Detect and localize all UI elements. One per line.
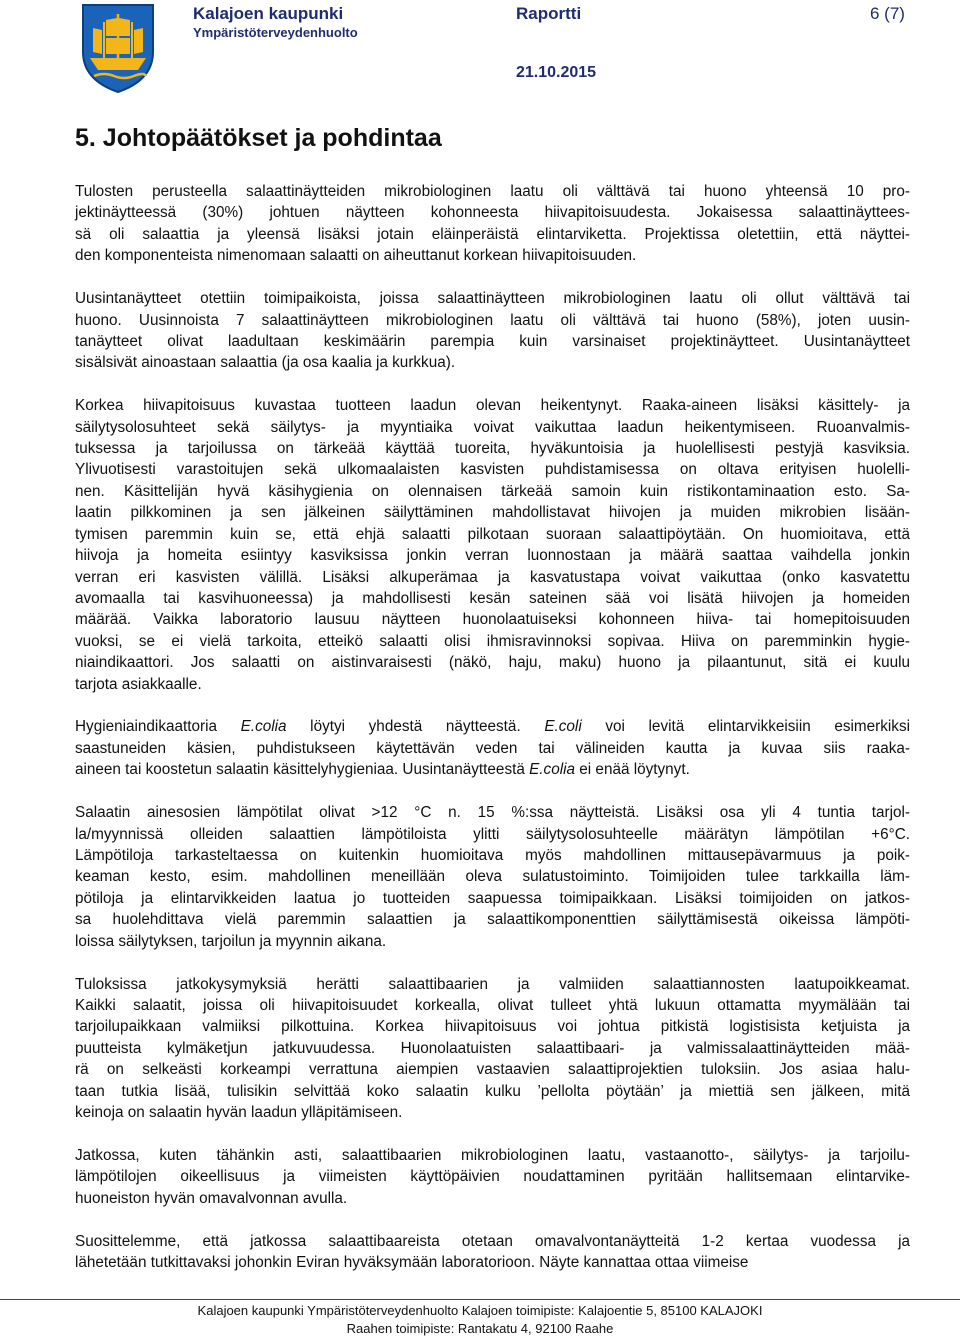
- section-title: 5. Johtopäätökset ja pohdintaa: [75, 124, 442, 152]
- footer-address-line-2: Raahen toimipiste: Rantakatu 4, 92100 Raahe: [346, 1321, 614, 1336]
- text-line: den komponenteista nimenomaan salaatti on aiheuttanut korkean hiivapitoisuuden.: [75, 247, 637, 265]
- paragraph: [75, 1231, 910, 1274]
- text-line: rä on selkeästi korkeampi verrattuna aiempien vastaavien salaattiprojektien tuloksiin. Jos asiaa halu-: [75, 1061, 910, 1079]
- header-date: 21.10.2015: [516, 64, 597, 81]
- text-line: Salaatin ainesosien lämpötilat olivat >12 °C n. 15 %:ssa näytteistä. Lisäksi osa yli 4 tuntia tarjol-: [75, 804, 910, 822]
- text-line: tanäytteet olivat laadultaan keskimäärin parempia kuin varsinaiset projektinäytteet. Uusintanäytteet: [75, 332, 910, 350]
- text-line: keinoja on salaatin hyvän laadun ylläpitämiseen.: [75, 1103, 403, 1121]
- text-line: sä oli salaattia ja yleensä lisäksi jotain eläinperäistä elintarviketta. Projektissa oletettiin, että näyttei-: [75, 225, 910, 243]
- paragraph: [75, 1145, 910, 1209]
- header-doc-type: Raportti: [516, 4, 582, 23]
- footer-divider: [0, 1299, 960, 1300]
- text-line: Kaikki salaatit, joissa oli hiivapitoisuudet korkealla, olivat tulleet yhtä lukuun ottamatta myymälään tai: [75, 996, 910, 1014]
- text-run: aineen tai koostetun salaatin käsittelyhygieniaa. Uusintanäytteestä: [75, 761, 530, 779]
- text-line: jektinäytteessä (30%) johtuen näytteen kohonneesta hiivapitoisuudesta. Jokaisessa salaattinäyttees-: [75, 204, 910, 222]
- paragraph-ecoli: [75, 716, 910, 780]
- text-line: saastuneiden käsien, puhdistukseen käytettävän veden tai välineiden kautta ja kuvaa siis raaka-: [75, 739, 910, 757]
- header-page-number: 6 (7): [870, 4, 905, 23]
- coat-of-arms-logo: [80, 2, 156, 94]
- text-line: huoneiston hyvän omavalvonnan avulla.: [75, 1189, 348, 1207]
- paragraph: [75, 288, 910, 374]
- text-line: nen. Käsittelijän hyvä käsihygienia on olennaisen tärkeää samoin kuin ristikontaminaation esto. Sa-: [75, 482, 910, 500]
- text-run: voi levitä elintarvikkeisiin esimerkiksi: [581, 718, 910, 736]
- footer-address-line-1: Kalajoen kaupunki Ympäristöterveydenhuolto Kalajoen toimipiste: Kalajoentie 5, 85100 KALAJOKI: [197, 1303, 763, 1318]
- header-department: Ympäristöterveydenhuolto: [193, 25, 358, 40]
- text-line: laatin pilkkominen ja sen jälkeinen säilyttäminen mahdollistavat hiivojen ja muiden mikrobien lisään-: [75, 504, 910, 522]
- text-line: tymisen paremmin kuin se, että ehjä salaatti pilkotaan suoraan salaattipöytään. On huomioitava, että: [75, 525, 910, 543]
- text-line: säilytysolosuhteet sekä säilytys- ja myyntiaika voivat vaikuttaa laadun heikentymiseen. Ruoanvalmis-: [75, 418, 910, 436]
- text-run: Hygieniaindikaattoria: [75, 718, 241, 736]
- paragraph: [75, 395, 910, 695]
- text-line: vuoksi, se ei vielä tarkoita, etteikö salaatti olisi ihmisravinnoksi sopivaa. Hiiva on paremminkin hygie-: [75, 632, 910, 650]
- text-line: Lämpötiloja tarkasteltaessa on kuitenkin huomioitava myös mahdollinen mittausepävarmuus ja poik-: [75, 846, 910, 864]
- text-line: Korkea hiivapitoisuus kuvastaa tuotteen laadun olevan heikentynyt. Raaka-aineen lisäksi käsittely- ja: [75, 397, 910, 415]
- species-name: E.coli: [544, 718, 582, 736]
- text-line: hiivoja ja homeita esiintyy kasviksissa jonkin verran luonnostaan ja määrä saattaa vaihdella jonkin: [75, 547, 910, 565]
- text-line: avomaalla tai kasvihuoneessa) ja mahdollisesti kesän sateinen sää voi lisätä hiivojen ja homeiden: [75, 589, 910, 607]
- text-run: löytyi yhdestä näytteestä.: [286, 718, 545, 736]
- text-line: [75, 759, 910, 780]
- text-line: huono. Uusinnoista 7 salaattinäytteen mikrobiologinen laatu oli välttävä tai huono (58%), joten uusin-: [75, 311, 910, 329]
- text-line: loissa säilytyksen, tarjoilun ja myynnin aikana.: [75, 932, 387, 950]
- text-line: lähetetään tutkittavaksi johonkin Eviran hyväksymään laboratorioon. Näyte kannattaa ottaa viimeise: [75, 1253, 749, 1271]
- text-line: tarjoilupaikkaan valmiiksi pilkottuina. Korkea hiivapitoisuus voi johtua pitkistä logistisista ketjuista ja: [75, 1018, 910, 1036]
- text-line: la/myynnissä olleiden salaattien lämpötiloista ylitti säilytysolosuhteelle määrätyn lämpötilan +6°C.: [75, 825, 910, 843]
- text-line: pötiloja ja elintarvikkeiden laatua jo tuotteiden saapuessa toimipaikkaan. Lisäksi toimijoiden on jatkos-: [75, 889, 910, 907]
- text-line: Suosittelemme, että jatkossa salaattibaareista otetaan omavalvontanäytteitä 1-2 kertaa vuodessa ja: [75, 1232, 910, 1250]
- paragraph: [75, 802, 910, 952]
- text-line: tarjota asiakkaalle.: [75, 675, 202, 693]
- text-line: niaindikaattori. Jos salaatti on aistinvaraisesti (näkö, haju, maku) huono ja pilaantunut, sitä ei kuulu: [75, 654, 910, 672]
- text-line: määrää. Vaikka laboratorio lausuu näytteen huonolaatuiseksi kohonneen hiiva- tai homepitoisuuden: [75, 611, 910, 629]
- text-line: keaman kesto, esim. mahdollinen meneillään oleva sulatustoiminto. Toimijoiden tulee tarkkailla läm-: [75, 868, 910, 886]
- text-line: taan tutkia lisää, tulisikin selvittää koko salaatin kulku ’pellolta pöytään’ ja miettiä sen jälkeen, mitä: [75, 1082, 910, 1100]
- species-name: E.colia: [529, 761, 576, 779]
- text-line: puutteista kylmäketjun jatkuvuudessa. Huonolaatuisten salaattibaari- ja valmissalaattinäytteiden mää-: [75, 1039, 910, 1057]
- header-organization: Kalajoen kaupunki: [193, 4, 344, 23]
- text-line: Tulosten perusteella salaattinäytteiden mikrobiologinen laatu oli välttävä tai huono yhteensä 10 pro-: [75, 183, 910, 200]
- text-line: Jatkossa, kuten tähänkin asti, salaattibaarien mikrobiologinen laatu, vastaanotto-, säilytys- ja tarjoilu-: [75, 1146, 910, 1164]
- document-body: [75, 181, 910, 1295]
- text-line: Ylivuotisesti varastoitujen sekä ulkomaalaisten kasvisten puhdistamisessa on oltava erityisen huolelli-: [75, 461, 910, 479]
- paragraph: [75, 181, 910, 267]
- text-line: Tuloksissa jatkokysymyksiä herätti salaattibaarien ja valmiiden salaattiannosten laatupoikkeamat.: [75, 975, 910, 993]
- text-line: verran eri kasvisten välillä. Lisäksi alkuperämaa ja kasvatustapa voivat vaikuttaa (onko kasvatettu: [75, 568, 910, 586]
- text-line: tuksessa ja tarjoilussa on tärkeää käyttää tuoreita, hyväkuntoisia ja huolellisesti pestyjä kasviksia.: [75, 440, 910, 458]
- text-line: sa huolehdittava vielä paremmin salaattien ja salaattikomponenttien säilyttämisestä oikeissa lämpöti-: [75, 911, 910, 929]
- text-line: lämpötilojen oikeellisuus ja viimeisten käyttöpäivien noudattaminen pyritään hallitsemaan elintarvike-: [75, 1168, 910, 1186]
- text-line: sisälsivät ainoastaan salaattia (ja osa kaalia ja kurkkua).: [75, 354, 456, 372]
- species-name: E.colia: [240, 718, 287, 736]
- text-line: [75, 716, 910, 737]
- paragraph: [75, 974, 910, 1124]
- text-run: ei enää löytynyt.: [575, 761, 690, 779]
- text-line: Uusintanäytteet otettiin toimipaikoista, joissa salaattinäytteen mikrobiologinen laatu oli ollut välttävä tai: [75, 290, 910, 308]
